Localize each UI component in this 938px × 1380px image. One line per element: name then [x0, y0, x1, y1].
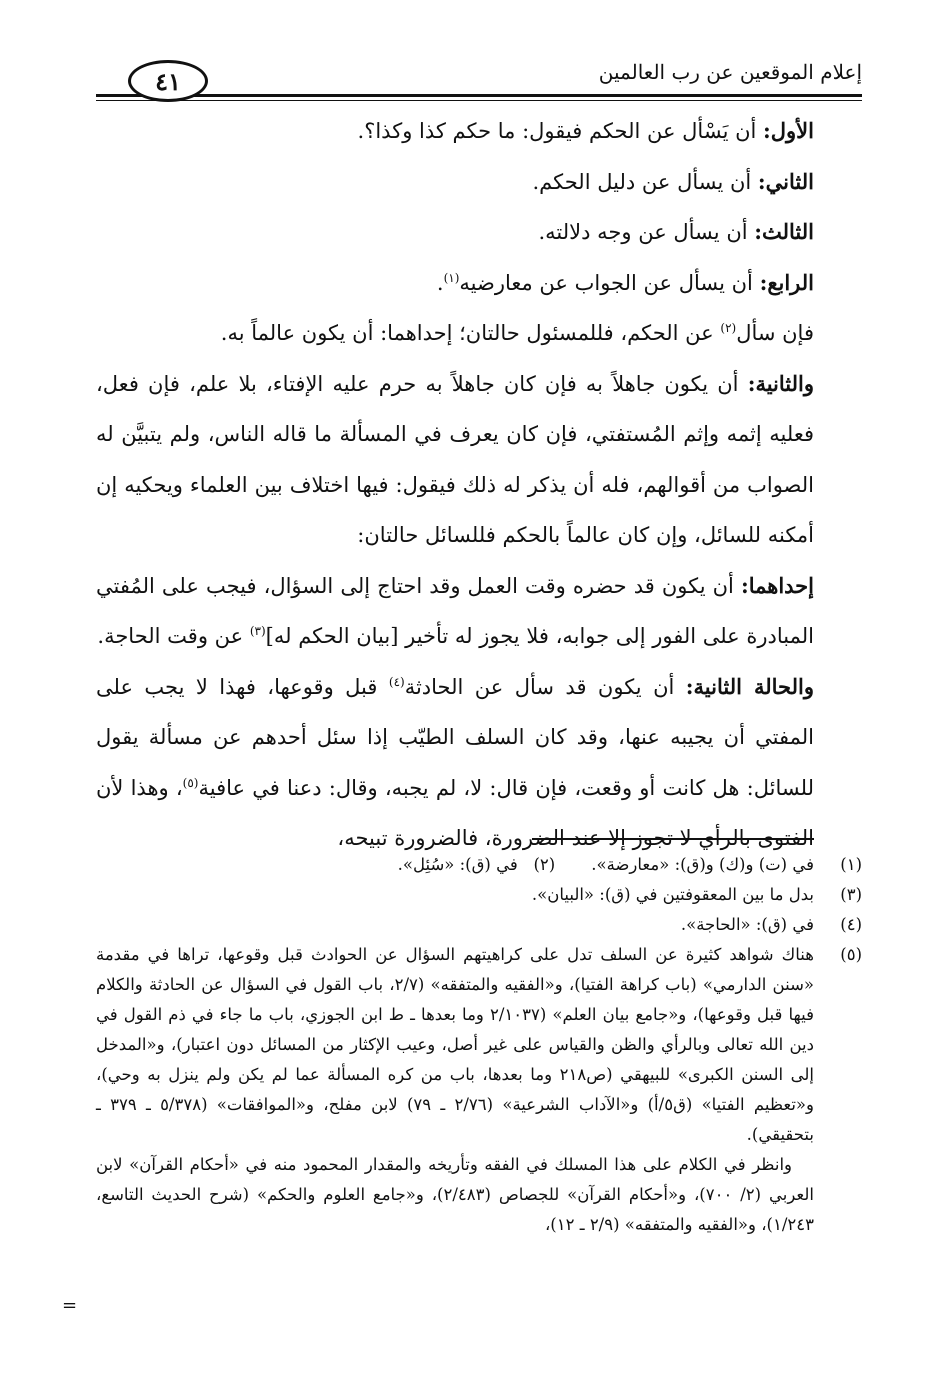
paragraph-second [96, 157, 814, 208]
footnote-text: هناك شواهد كثيرة عن السلف تدل على كراهيتهم السؤال عن الحوادث قبل وقوعها، تراها في مقدمة «سنن الدارمي» (باب كراهة الفتيا)، و«الفقيه والمتفقه» (٢/٧، باب القول في السؤال عن الحادثة والكلام فيها قبل وقوعها)، و«جامع بيان العلم» (٢/١٠٣٧ وما بعدها ـ ط ابن الجوزي، باب ما جاء في ذم القول في دين الله تعالى وبالرأي والظن والقياس على غير أصل، وعيب الإكثار من المسائل دون اعتبار)، و«المدخل إلى السنن الكبرى» للبيهقي (ص٢١٨ وما بعدها، باب من كره المسألة عما لم يكن ولم ينزل به وحي)، و«تعظيم الفتيا» (ق٥/أ) و«الآداب الشرعية» (٢/٧٦ ـ ٧٩) لابن مفلح، و«الموافقات» (٥/٣٧٨ ـ ٣٧٩ ـ بتحقيقي). [96, 945, 815, 1144]
main-text [96, 106, 814, 864]
paragraph-text: أن يَسْأل عن الحكم فيقول: ما حكم كذا وكذا؟. [357, 119, 764, 143]
paragraph-text: عن وقت الحاجة. [97, 624, 250, 648]
paragraph-second-case [96, 662, 814, 864]
paragraph-second-state [96, 359, 814, 561]
paragraph-text: . [436, 270, 444, 295]
continuation-mark: = [62, 1295, 78, 1316]
footnote-text-1: في (ت) و(ك) و(ق): «معارضة». [591, 855, 814, 874]
paragraph-label: الأول: [763, 118, 814, 143]
paragraph-third [96, 207, 814, 258]
paragraph-text: أن يكون جاهلاً به فإن كان جاهلاً به حرم عليه الإفتاء، بلا علم، فإن فعل، فعليه إثمه وإثم المُستفتي، فإن كان يعرف في المسألة ما قاله الناس، ولم يتبيَّن له الصواب من أقوالهم، فله أن يذكر له ذلك فيقول: فيها اختلاف بين العلماء ويحكيه إن أمكنه للسائل، وإن كان عالماً بالحكم فللسائل حالتان: [96, 371, 814, 547]
footnote-divider [532, 838, 814, 840]
paragraph-label: إحداهما: [740, 572, 814, 598]
footnote-item [96, 910, 862, 940]
running-title: إعلام الموقعين عن رب العالمين [598, 60, 862, 84]
footnote-number: (٥) [840, 945, 862, 964]
footnote-ref: (١) [443, 270, 460, 285]
paragraph-text: أن يكون قد حضره وقت العمل وقد احتاج إلى السؤال، فيجب على المُفتي المبادرة على الفور إلى جوابه، فلا يجوز له تأخير [بيان الحكم له] [96, 573, 814, 648]
paragraph-label: الثاني: [757, 168, 814, 194]
footnote-number: (٤) [840, 915, 862, 934]
footnote-item [96, 880, 862, 910]
footnote-number: (٣) [840, 885, 862, 904]
paragraph-fourth [96, 258, 814, 309]
paragraph-text: فإن سأل [736, 321, 814, 345]
paragraph-one-of-them [96, 561, 814, 662]
paragraph-text: قبل وقوعها، فهذا لا يجب على المفتي أن يجيبه عنها، وقد كان السلف الطيّب إذا سئل أحدهم عن مسألة يقول للسائل: هل كانت أو وقعت، فإن قال: لا، لم يجبه، وقال: دعنا في عافية [96, 674, 814, 800]
paragraph-first [96, 106, 814, 157]
footnote-ref: (٤) [388, 674, 405, 689]
paragraph-text: أن يسأل عن دليل الحكم. [532, 169, 758, 194]
footnote-text [96, 850, 814, 880]
footnote-number: (١) [840, 855, 862, 874]
footnote-text-continued: وانظر في الكلام على هذا المسلك في الفقه وتأريخه والمقدار المحمود منه في «أحكام القرآن» لابن العربي (٢/ ٧٠٠)، و«أحكام القرآن» للجصاص (٢/٤٨٣)، و«جامع العلوم والحكم» (شرح الحديث التاسع، ١/٢٤٣)، و«الفقيه والمتفقه» (٢/٩ ـ ١٢)، [96, 1155, 815, 1234]
footnotes [96, 850, 862, 1240]
paragraph-text: أن يسأل عن الجواب عن معارضيه [459, 270, 760, 295]
paragraph-label: والحالة الثانية: [685, 673, 814, 699]
footnote-item [96, 850, 862, 880]
footnote-ref: (٢) [720, 321, 737, 335]
footnote-ref: (٥) [182, 775, 199, 790]
footnote-text: في (ق): «الحاجة». [680, 915, 814, 934]
paragraph-label: والثانية: [747, 370, 814, 396]
paragraph-text: ، وهذا لأن الفتوى بالرأي لا تجوز إلا عند الضرورة، فالضرورة تبيحه، [96, 775, 814, 850]
footnote-item [96, 1150, 862, 1240]
page-number: ٤١ [128, 60, 208, 102]
header-rule [96, 94, 862, 101]
footnote-item [96, 940, 862, 1150]
footnote-text-2: في (ق): «سُئِل». [397, 855, 518, 874]
footnote-ref: (٣) [249, 624, 266, 638]
paragraph-label: الرابع: [759, 269, 814, 295]
footnote-text: بدل ما بين المعقوفتين في (ق): «البيان». [531, 885, 814, 904]
paragraph-label: الثالث: [754, 219, 814, 244]
paragraph-text: أن يسأل عن وجه دلالته. [538, 220, 755, 244]
footnote-number: (٢) [533, 855, 556, 874]
paragraph-text: أن يكون قد سأل عن الحادثة [404, 674, 686, 699]
paragraph-text: عن الحكم، فللمسئول حالتان؛ إحداهما: أن يكون عالماً به. [220, 321, 721, 345]
paragraph-if-asked [96, 308, 814, 359]
